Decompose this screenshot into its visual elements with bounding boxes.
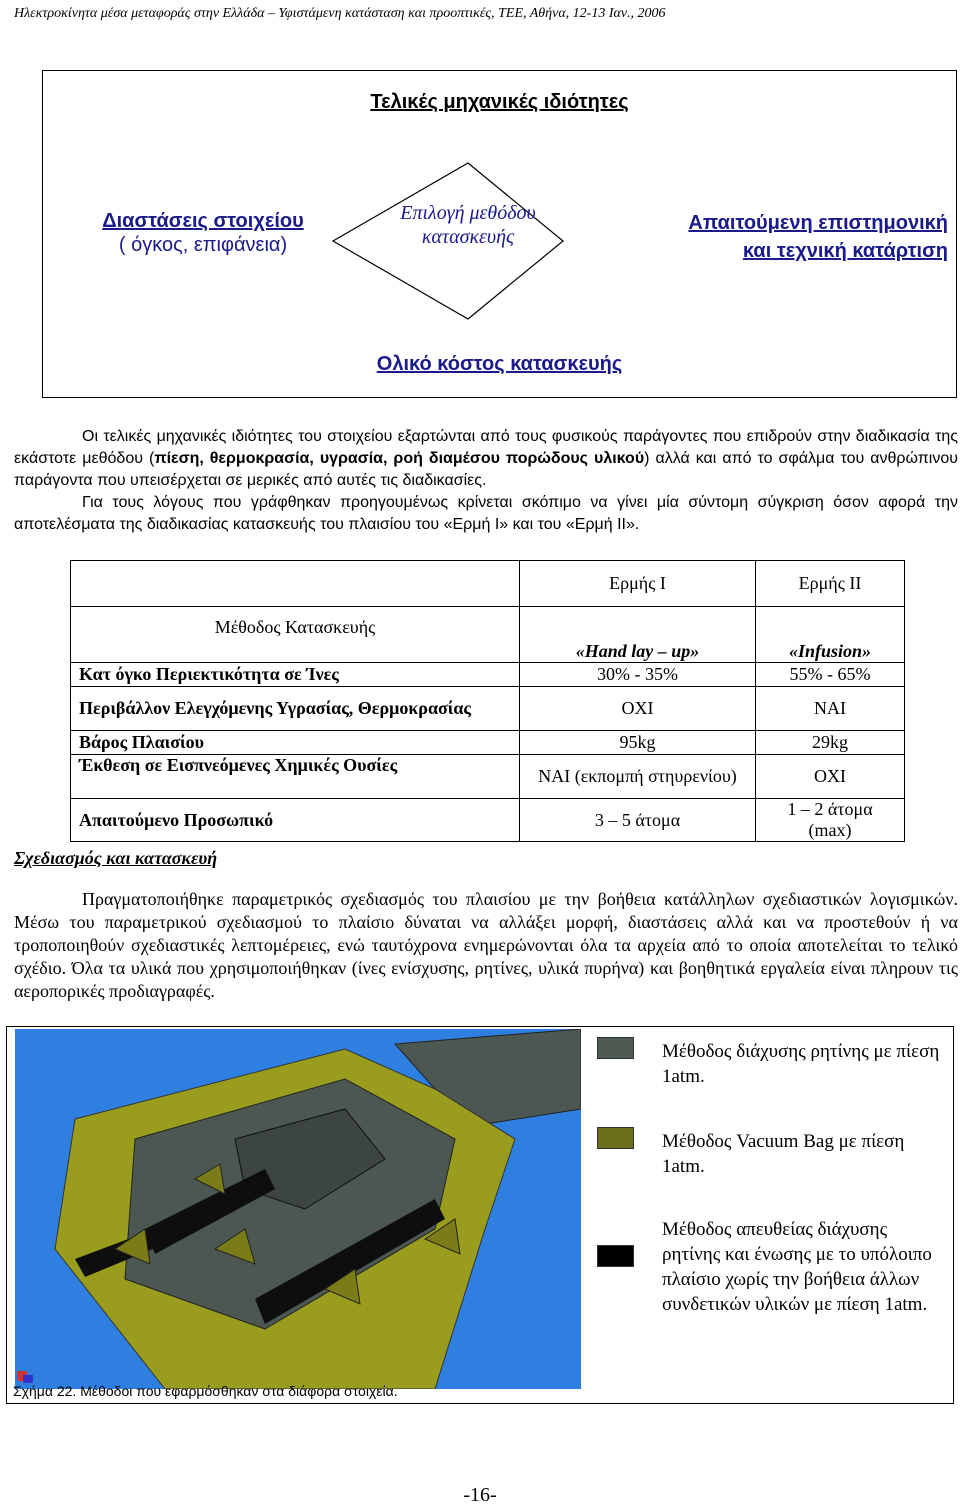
row-value-ermis1: 3 – 5 άτομα [520,799,756,842]
diagram-bottom: Ολικό κόστος κατασκευής [376,353,623,375]
intro-p1-a: Οι τελικές μηχανικές ιδιότητες του στοιχείου εξαρτώνται από τους φυσικούς παράγοντες που επιδρούν στην διαδικασία της εκάστοτε μεθόδου ( [14,428,958,467]
figure-caption: Σχήμα 22. Μέθοδοι που εφαρμόσθηκαν στα διάφορα στοιχεία. [13,1383,398,1399]
properties-diagram [42,70,957,398]
figure-box [6,1026,954,1404]
intro-text [14,426,958,536]
intro-p1-bold: πίεση, θερμοκρασία, υγρασία, ροή διαμέσου πορώδους υλικού [154,450,645,467]
row-value-ermis1: ΝΑΙ (εκπομπή στηυρενίου) [520,755,756,799]
diagram-right-line1: Απαιτούμενη επιστημονική [688,212,948,234]
page-number: -16- [463,1484,497,1506]
row-label: Έκθεση σε Εισπνεόμενες Χημικές Ουσίες [71,755,520,799]
method-label: Μέθοδος Κατασκευής [71,607,520,663]
table-row [71,663,905,687]
method-ermis1: «Hand lay – up» [520,607,756,663]
table-row [71,687,905,731]
row-value-ermis2: 29kg [756,731,905,755]
legend-swatch-direct [597,1245,634,1267]
row-value-ermis1: 95kg [520,731,756,755]
intro-p1-b: ) αλλά και από το σφάλμα του ανθρώπινου παράγοντα που υπεισέρχεται σε μερικές από αυτές τις διαδικασίες. [14,450,959,489]
diagram-left-line2: ( όγκος, επιφάνεια) [118,234,288,256]
row-value-ermis2: ΝΑΙ [756,687,905,731]
row-value-ermis1: 30% - 35% [520,663,756,687]
section-paragraph: Πραγματοποιήθηκε παραμετρικός σχεδιασμός του πλαισίου με την βοήθεια κατάλληλων σχεδιαστικών λογισμικών. Μέσω του παραμετρικού σχεδιασμού το πλαίσιο δύναται να αλλάξει μορφή, διαστάσεις αλλά και να προστεθούν ή να τροποποιηθούν σχεδιαστικές λεπτομέρειες, ενώ ταυτόχρονα ενημερώνονται όλα τα αρχεία από το οποία αποτελείται το τελικό σχέδιο. Όλα τα υλικά που χρησιμοποιήθηκαν (ίνες ενίσχυσης, ρητίνες, υλικά πυρήνα) και βοηθητικά εργαλεία είναι πληρουν τις αεροπορικές προδιαγραφές. [14,889,958,1001]
diagram-center-box [383,201,553,249]
diagram-center-line2: κατασκευής [421,226,515,248]
diagram-right-line2: και τεχνική κατάρτιση [742,240,948,262]
table-method-row [71,607,905,663]
table-row [71,755,905,799]
row-label: Απαιτούμενο Προσωπικό [71,799,520,842]
intro-paragraph-2: Για τους λόγους που γράφθηκαν προηγουμένως κρίνεται σκόπιμο να γίνει μία σύντομη σύγκριση όσον αφορά την αποτελέσματα της διαδικασίας κατασκευής του πλαισίου του «Ερμή Ι» και του «Ερμή ΙΙ». [14,494,958,533]
diagram-center-line1: Επιλογή μεθόδου [400,202,536,224]
diagram-title: Τελικές μηχανικές ιδιότητες [370,91,629,113]
table-row [71,731,905,755]
frame-render-image [15,1029,581,1389]
row-value-ermis2: 55% - 65% [756,663,905,687]
intro-paragraph-1 [14,426,958,492]
row-label: Περιβάλλον Ελεγχόμενης Υγρασίας, Θερμοκρασίας [71,687,520,731]
legend-text-vacuum: Μέθοδος Vacuum Bag με πίεση 1atm. [662,1131,905,1177]
row-value-ermis2: ΟΧΙ [756,755,905,799]
diagram-left-line1: Διαστάσεις στοιχείου [102,210,304,232]
running-header: Ηλεκτροκίνητα μέσα μεταφοράς στην Ελλάδα – Υφιστάμενη κατάσταση και προοπτικές, ΤΕΕ, Αθήνα, 12-13 Ιαν., 2006 [14,6,666,21]
section-title: Σχεδιασμός και κατασκευή [14,848,218,868]
comparison-table [70,560,905,842]
table-corner-cell [71,561,520,607]
row-value-ermis1: ΟΧΙ [520,687,756,731]
row-label: Κατ όγκο Περιεκτικότητα σε Ίνες [71,663,520,687]
row-label: Βάρος Πλαισίου [71,731,520,755]
row-value-ermis2: 1 – 2 άτομα (max) [756,799,905,842]
legend-swatch-vacuum [597,1127,634,1149]
section-body [14,888,958,1003]
table-header-ermis2: Ερμής ΙΙ [756,561,905,607]
table-header-row [71,561,905,607]
legend-text-infusion: Μέθοδος διάχυσης ρητίνης με πίεση 1atm. [662,1041,940,1087]
table-header-ermis1: Ερμής Ι [520,561,756,607]
legend-swatch-infusion [597,1037,634,1059]
legend-text-direct: Μέθοδος απευθείας διάχυσης ρητίνης και ένωσης με το υπόλοιπο πλαίσιο χωρίς την βοήθεια άλλων συνδετικών υλικών με πίεση 1atm. [662,1219,932,1315]
table-row [71,799,905,842]
method-ermis2: «Infusion» [756,607,905,663]
diagram-left-box [73,209,333,257]
diagram-right-box [618,209,948,265]
